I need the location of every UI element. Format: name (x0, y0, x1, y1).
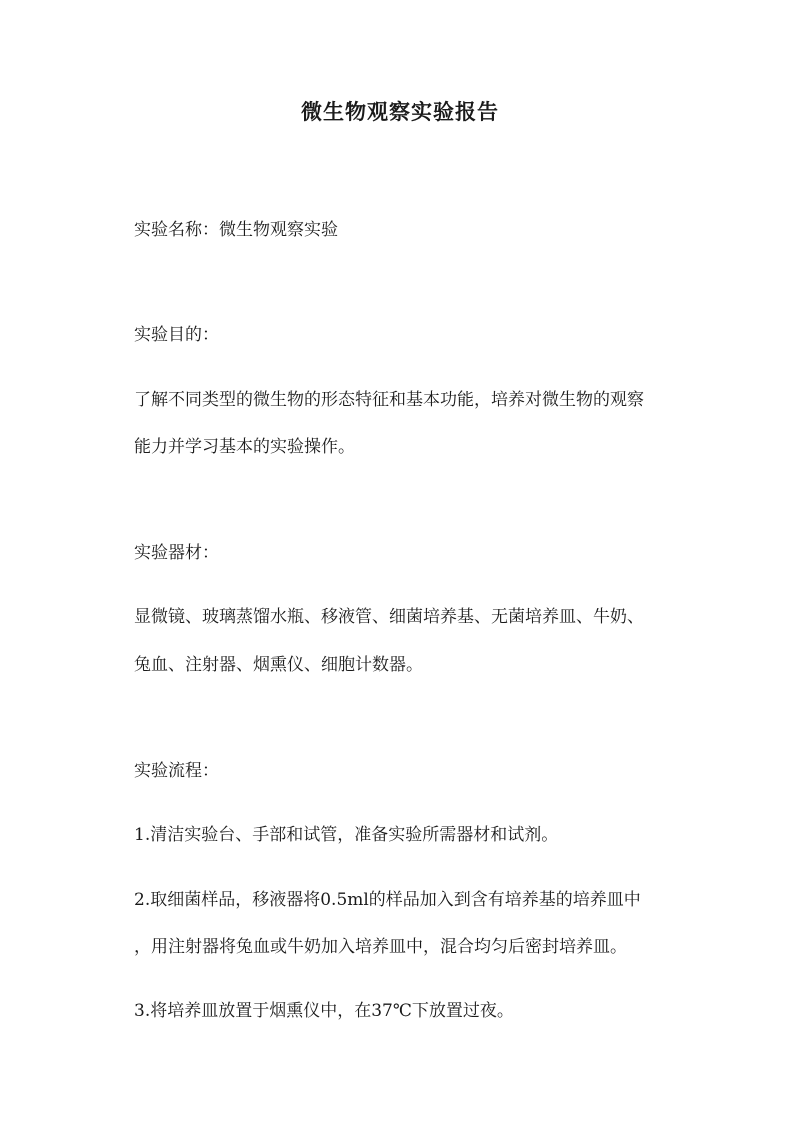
purpose-heading: 实验目的： (134, 325, 219, 345)
equipment-text-line-1: 显微镜、玻璃蒸馏水瓶、移液管、细菌培养基、无菌培养皿、牛奶、 (134, 607, 644, 627)
equipment-heading: 实验器材： (134, 543, 219, 563)
equipment-text-line-2: 兔血、注射器、烟熏仪、细胞计数器。 (134, 655, 423, 675)
purpose-text-line-2: 能力并学习基本的实验操作。 (134, 437, 355, 457)
experiment-name: 实验名称：微生物观察实验 (134, 220, 338, 240)
procedure-step-1: 1.清洁实验台、手部和试管，准备实验所需器材和试剂。 (134, 825, 559, 845)
document-title: 微生物观察实验报告 (301, 99, 499, 124)
purpose-text-line-1: 了解不同类型的微生物的形态特征和基本功能，培养对微生物的观察 (134, 390, 644, 410)
procedure-step-3: 3.将培养皿放置于烟熏仪中，在37℃下放置过夜。 (134, 1001, 514, 1021)
procedure-step-2-line-1: 2.取细菌样品，移液器将0.5ml的样品加入到含有培养基的培养皿中 (134, 890, 641, 910)
procedure-step-2-line-2: ，用注射器将兔血或牛奶加入培养皿中，混合均匀后密封培养皿。 (134, 937, 627, 957)
procedure-heading: 实验流程： (134, 761, 219, 781)
